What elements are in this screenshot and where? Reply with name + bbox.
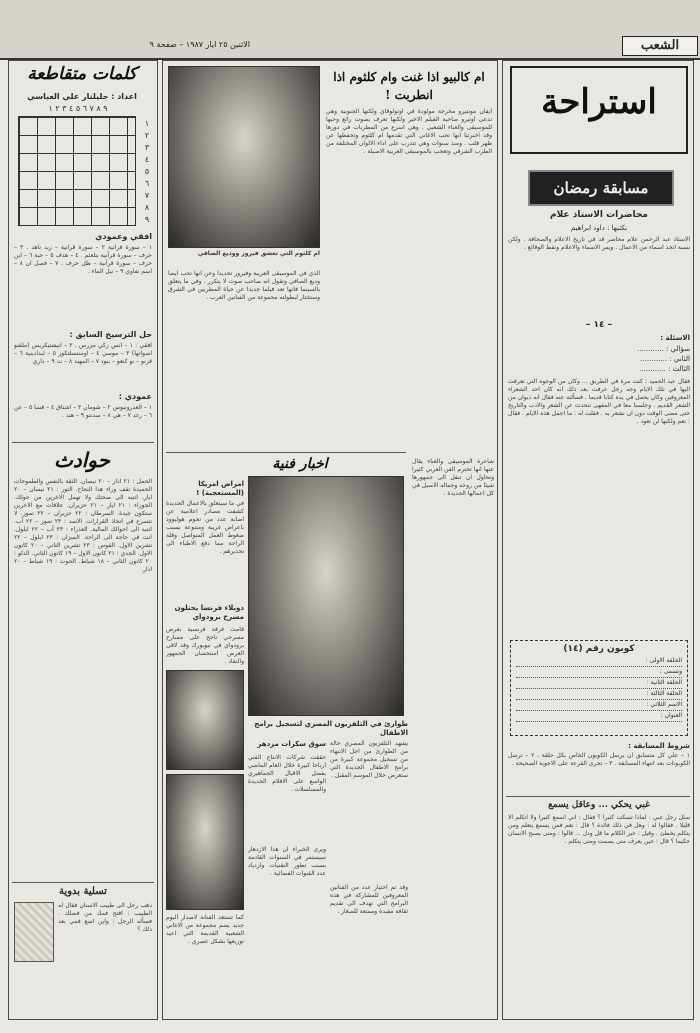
- header-date: الاثنين ٢٥ ايار ١٩٨٧ – صفحة ٩: [149, 40, 250, 49]
- crossword-grid: [18, 116, 136, 226]
- crossword-col-numbers: ٩ ٨ ٧ ٦ ٥ ٤ ٣ ٢ ١: [48, 104, 108, 113]
- news-mid-head: دوبلاء فرنسا يحتلون مسرح برودواي: [174, 604, 244, 621]
- headline: ام كالبيو اذا غنت وام كلثوم اذا انطربت !: [333, 70, 485, 102]
- conditions-heading: شروط المسابقة :: [628, 742, 690, 750]
- coupon-fields: [516, 656, 682, 722]
- header-logo: الشعب: [622, 36, 698, 56]
- vertical-text: ١ – العدرونيوس ٢ – شومان ٣ – اشتاق ٤ – قسا ٥ – عن ٦ – رغد ٧ – هي ٨ – سدنتو ٩ – هند .: [14, 404, 152, 419]
- news-title: اخبار فنية: [272, 456, 328, 472]
- left-divider: [12, 442, 154, 443]
- competition-banner: مسابقة رمضان: [528, 170, 674, 206]
- couple-photo: [166, 670, 244, 770]
- proverb-title: غبي يحكي ... وعاقل يسمع: [548, 800, 650, 810]
- news-left-text: في ما سيتعلق بالاعمال الجديدة كشفت مصادر اعلامية عن اصابة عدد من نجوم هوليوود باعراض غريبة ومتنوعة بسبب ضغوط العمل المتواصل وقلة الراحة مما دفع الاطباء الى تحذيرهم .: [166, 500, 244, 555]
- coupon-field[interactable]: العنوان :: [516, 711, 682, 722]
- question-3: الثالث : ............: [639, 365, 690, 373]
- row-number: ٨: [144, 203, 150, 212]
- coupon-field[interactable]: الحلقة الثالثة :: [516, 689, 682, 700]
- news-photo: [248, 476, 404, 716]
- row-number: ٩: [144, 215, 150, 224]
- intro-text: الاستاذ عبد الرحمن علام محاضر قد في تاريخ الاعلام والصحافة . ولكن نسبة اتخذ اسماء من الاعمال . ويمر الاسماء والاعلام ونقط الوقائع .: [508, 236, 690, 251]
- episode-number: – ١٤ –: [585, 320, 613, 330]
- section-title: استراحة: [541, 82, 657, 122]
- top-photo: [168, 66, 320, 248]
- solution-heading: حل الترسيخ السابق :: [69, 330, 152, 339]
- vertical-heading: عمودي :: [118, 392, 152, 401]
- row-number: ٧: [144, 191, 150, 200]
- news-right-head: طوارئ في التلفزيون المصري لتسجيل برامج الاطفال: [254, 720, 408, 737]
- news-right-text: يشهد التلفزيون المصري حالة من الطوارئ من اجل الانتهاء من تسجيل مجموعة كبيرة من برامج الاطفال الجديدة التي ستعرض خلال الموسم المقبل .: [330, 740, 408, 779]
- horoscope-text: الحمل : ٢١ اذار – ٢٠ نيسان. الثقة بالنفس والطموحات الحميدة تقف وراء هذا النجاح. الثور : ٢١ نيسان – ٢٠ ايار. انتبه الى صحتك ولا تهمل الاخرين من حولك. الجوزاء : ٢١ ايار – ٢١ حزيران. علاقات مع الاخرين ستكون جيدة. السرطان : ٢٢ حزيران – ٢٢ تموز. لا تتسرع في اتخاذ القرارات. الاسد : ٢٣ تموز – ٢٢ آب. انتبه الى احوالك المالية. العذراء : ٢٣ آب – ٢٢ ايلول. انت في حاجة الى الراحة. الميزان : ٢٣ ايلول – ٢٢ تشرين الاول. القوس : ٢٣ تشرين الثاني – ٢٠ كانون الاول. الجدي : ٢١ كانون الاول – ١٩ كانون الثاني. الدلو : ٢٠ كانون الثاني – ١٨ شباط. الحوت : ١٩ شباط – ٢٠ اذار.: [14, 478, 152, 573]
- story-text: فقال عبد الحميد : كنت مرة في الطريق ... وكان من الوجوه التي تعرفت اليها في تلك الايام وجه رجل عرفت بعد ذلك انه كان احد الشعراء المعروفين وكان يحمل في يده كتابا قديما . فسألته عنه فقال انه ديوان من الشعر القديم . وجلسنا معا في المقهى نتحدث عن الشعر والادب والتاريخ حتى مضى الوقت دون ان نشعر به . فقلت له : ما اجمل هذه الايام . فقال : نعم ولكنها لن تعود .: [508, 378, 690, 425]
- conditions-text: ١ – علي كل متسابق ان يرسل الكوبون الخاص بكل حلقة . ٢ – ترسل الكوبونات بعد انتهاء المسابقة . ٣ – تجرى القرعة على الاجوبة الصحيحة .: [508, 752, 690, 767]
- news-mid-text: قامت فرقة فرنسية بعرض مسرحي ناجح على مسارح برودواي في نيويورك وقد لاقى العرض استحسان الجمهور والنقاد .: [166, 626, 244, 665]
- competition-subtitle: محاضرات الاستاذ علام: [549, 210, 648, 220]
- bottom-photo: [166, 774, 244, 910]
- horoscope-title: حوادث: [54, 448, 110, 472]
- crossword-author: اعداد : جليلنار علي العباسي: [27, 92, 137, 101]
- right-divider: [506, 796, 690, 797]
- question-1: سؤالي : ............: [637, 345, 690, 353]
- row-number: ٤: [144, 155, 150, 164]
- coupon-title: كوبون رقم (١٤): [563, 644, 635, 654]
- competition-author: بكتبها : داود ابراهيم: [570, 224, 628, 232]
- coupon-field[interactable]: الحلقة الثانية :: [516, 678, 682, 689]
- market-text-2: ويرى الخبراء ان هذا الازدهار سيستمر في السنوات القادمة بسبب تطور التقنيات وازدياد عدد القنوات الفضائية .: [248, 846, 326, 877]
- questions-heading: الاسئلة :: [660, 334, 690, 342]
- joke-title: تسلية بدوية: [59, 886, 107, 897]
- row-number: ٦: [144, 179, 150, 188]
- row-number: ٥: [144, 167, 150, 176]
- solution-text: افقي : ١ – انس زكي مزرس . ٢ – انيشتيكريس (ملقنو اصواتها) ٣ – موسي ٤ – اوستسلتكوز ٥ – لبدادينية ٦ – قرنو – نو كنعو – بنود ٧ – المهند ٨ – ت ٩ – داري: [14, 342, 152, 365]
- middle-divider: [166, 452, 406, 453]
- bottom-text: كما تستعد الفنانة لاصدار ألبوم جديد يضم مجموعة من الاغاني الشعبية القديمة التي اعيد توزيعها بشكل عصري .: [166, 914, 244, 945]
- coupon-field[interactable]: وتسمى :: [516, 667, 682, 678]
- crossword-title: كلمات متقاطعة: [27, 64, 137, 84]
- news-right-text-2: وقد تم اختيار عدد من الفنانين المعروفين للمشاركة في هذه البرامج التي تهدف الى تقديم ثقافة مفيدة وممتعة للصغار .: [330, 884, 408, 915]
- market-text: حققت شركات الانتاج الفني ارباحا كبيرة خلال العام الماضي بفضل الاقبال الجماهيري الواسع على الافلام الجديدة والمسلسلات .: [248, 754, 326, 793]
- proverb-text: سئل رجل غبي : لماذا تسكت كثيرا ؟ فقال : اني اسمع كثيرا ولا اتكلم الا قليلا . فقالوا له : وهل في ذلك فائدة ؟ قال : نعم فمن يسمع يتعلم ومن يتكلم يخطئ . وقيل : خير الكلام ما قل ودل ... قالوا : ومتى يصبح الانسان حكيما ؟ قال : حين يعرف متى يصمت ومتى يتكلم .: [508, 814, 690, 845]
- row-number: ٢: [144, 131, 150, 140]
- market-head: سوق سكرات مزدهر: [257, 740, 326, 748]
- top-photo-caption: ام كلثوم التي تعشق فيروز ووديع الصافي: [197, 250, 320, 257]
- row-number: ١: [144, 119, 150, 128]
- joke-illustration: [14, 902, 54, 962]
- question-2: الثاني : ............: [640, 355, 690, 363]
- joke-text: ذهب رجل الى طبيب الاسنان فقال له الطبيب : افتح فمك من فضلك . فسأله الرجل : واين اضع فمي بعد ذلك ؟: [58, 902, 152, 933]
- clues-text: ١ – سورة قرآنية ٢ – سورة قرآنية – زيد ناهد . ٣ – حرف – سورة قرآنية بتلعثم . ٤ – هدف ٥ – حبة ٦ – ابن حرف – سورة قرآنية – ظل حرف . ٧ – فصل ان ٨ – اسم نفاوي ٩ – نيل الماء .: [14, 244, 152, 275]
- row-number: ٣: [144, 143, 150, 152]
- article-text-2: الذي في الموسيقى العربية وفيروز تحديدا وعن انها تحب ايضا وديع الصافي وتقول انه صاحب صوت لا يتكرر . وفي ما يتعلق بالسينما فانها تعد فيلما جديدا عن حياة المطربين في الشرق وستختار لبطولته مجموعة من الفنانين العرب .: [168, 270, 320, 301]
- article-text: ايفان مونتيرو مخرجة مولودة في اوتولوقاي ولكنها الجنوبية وهي تدعى اوتيرو صاحبة الفيلم الاخير ولكنها تعرف بصوت رائع وحبها للموسيقى والغناء الشعبي . وهي اسرع من المطربات في دورها وقد اخبرتنا انها تحب الاغاني التي تقدمها ام كلثوم وتحفظها عن ظهر قلب . ومنذ سنوات وهي تتدرب على اداء الالوان المختلفة من الطرب الشرقي وتعجب بالموسيقى العربية الاصيلة .: [326, 108, 492, 155]
- clues-heading: افقي وعمودي: [95, 232, 152, 241]
- crossword-row-numbers: [140, 118, 154, 228]
- left-divider-2: [12, 882, 154, 883]
- coupon-field[interactable]: الحلقة الاولى :: [516, 656, 682, 667]
- coupon-field[interactable]: الاسم الثلاثي :: [516, 700, 682, 711]
- article-text-3: شاعرة الموسيقى والغناء يقال عنها انها تحترم الفن العربي كثيرا وتحاول ان تنقل الى جمهورها شيئا من روحه وجماله الاصيل في كل اعمالها الجديدة .: [412, 458, 494, 497]
- news-left-head: امراض امريكا (المستعجبة) !: [196, 480, 244, 497]
